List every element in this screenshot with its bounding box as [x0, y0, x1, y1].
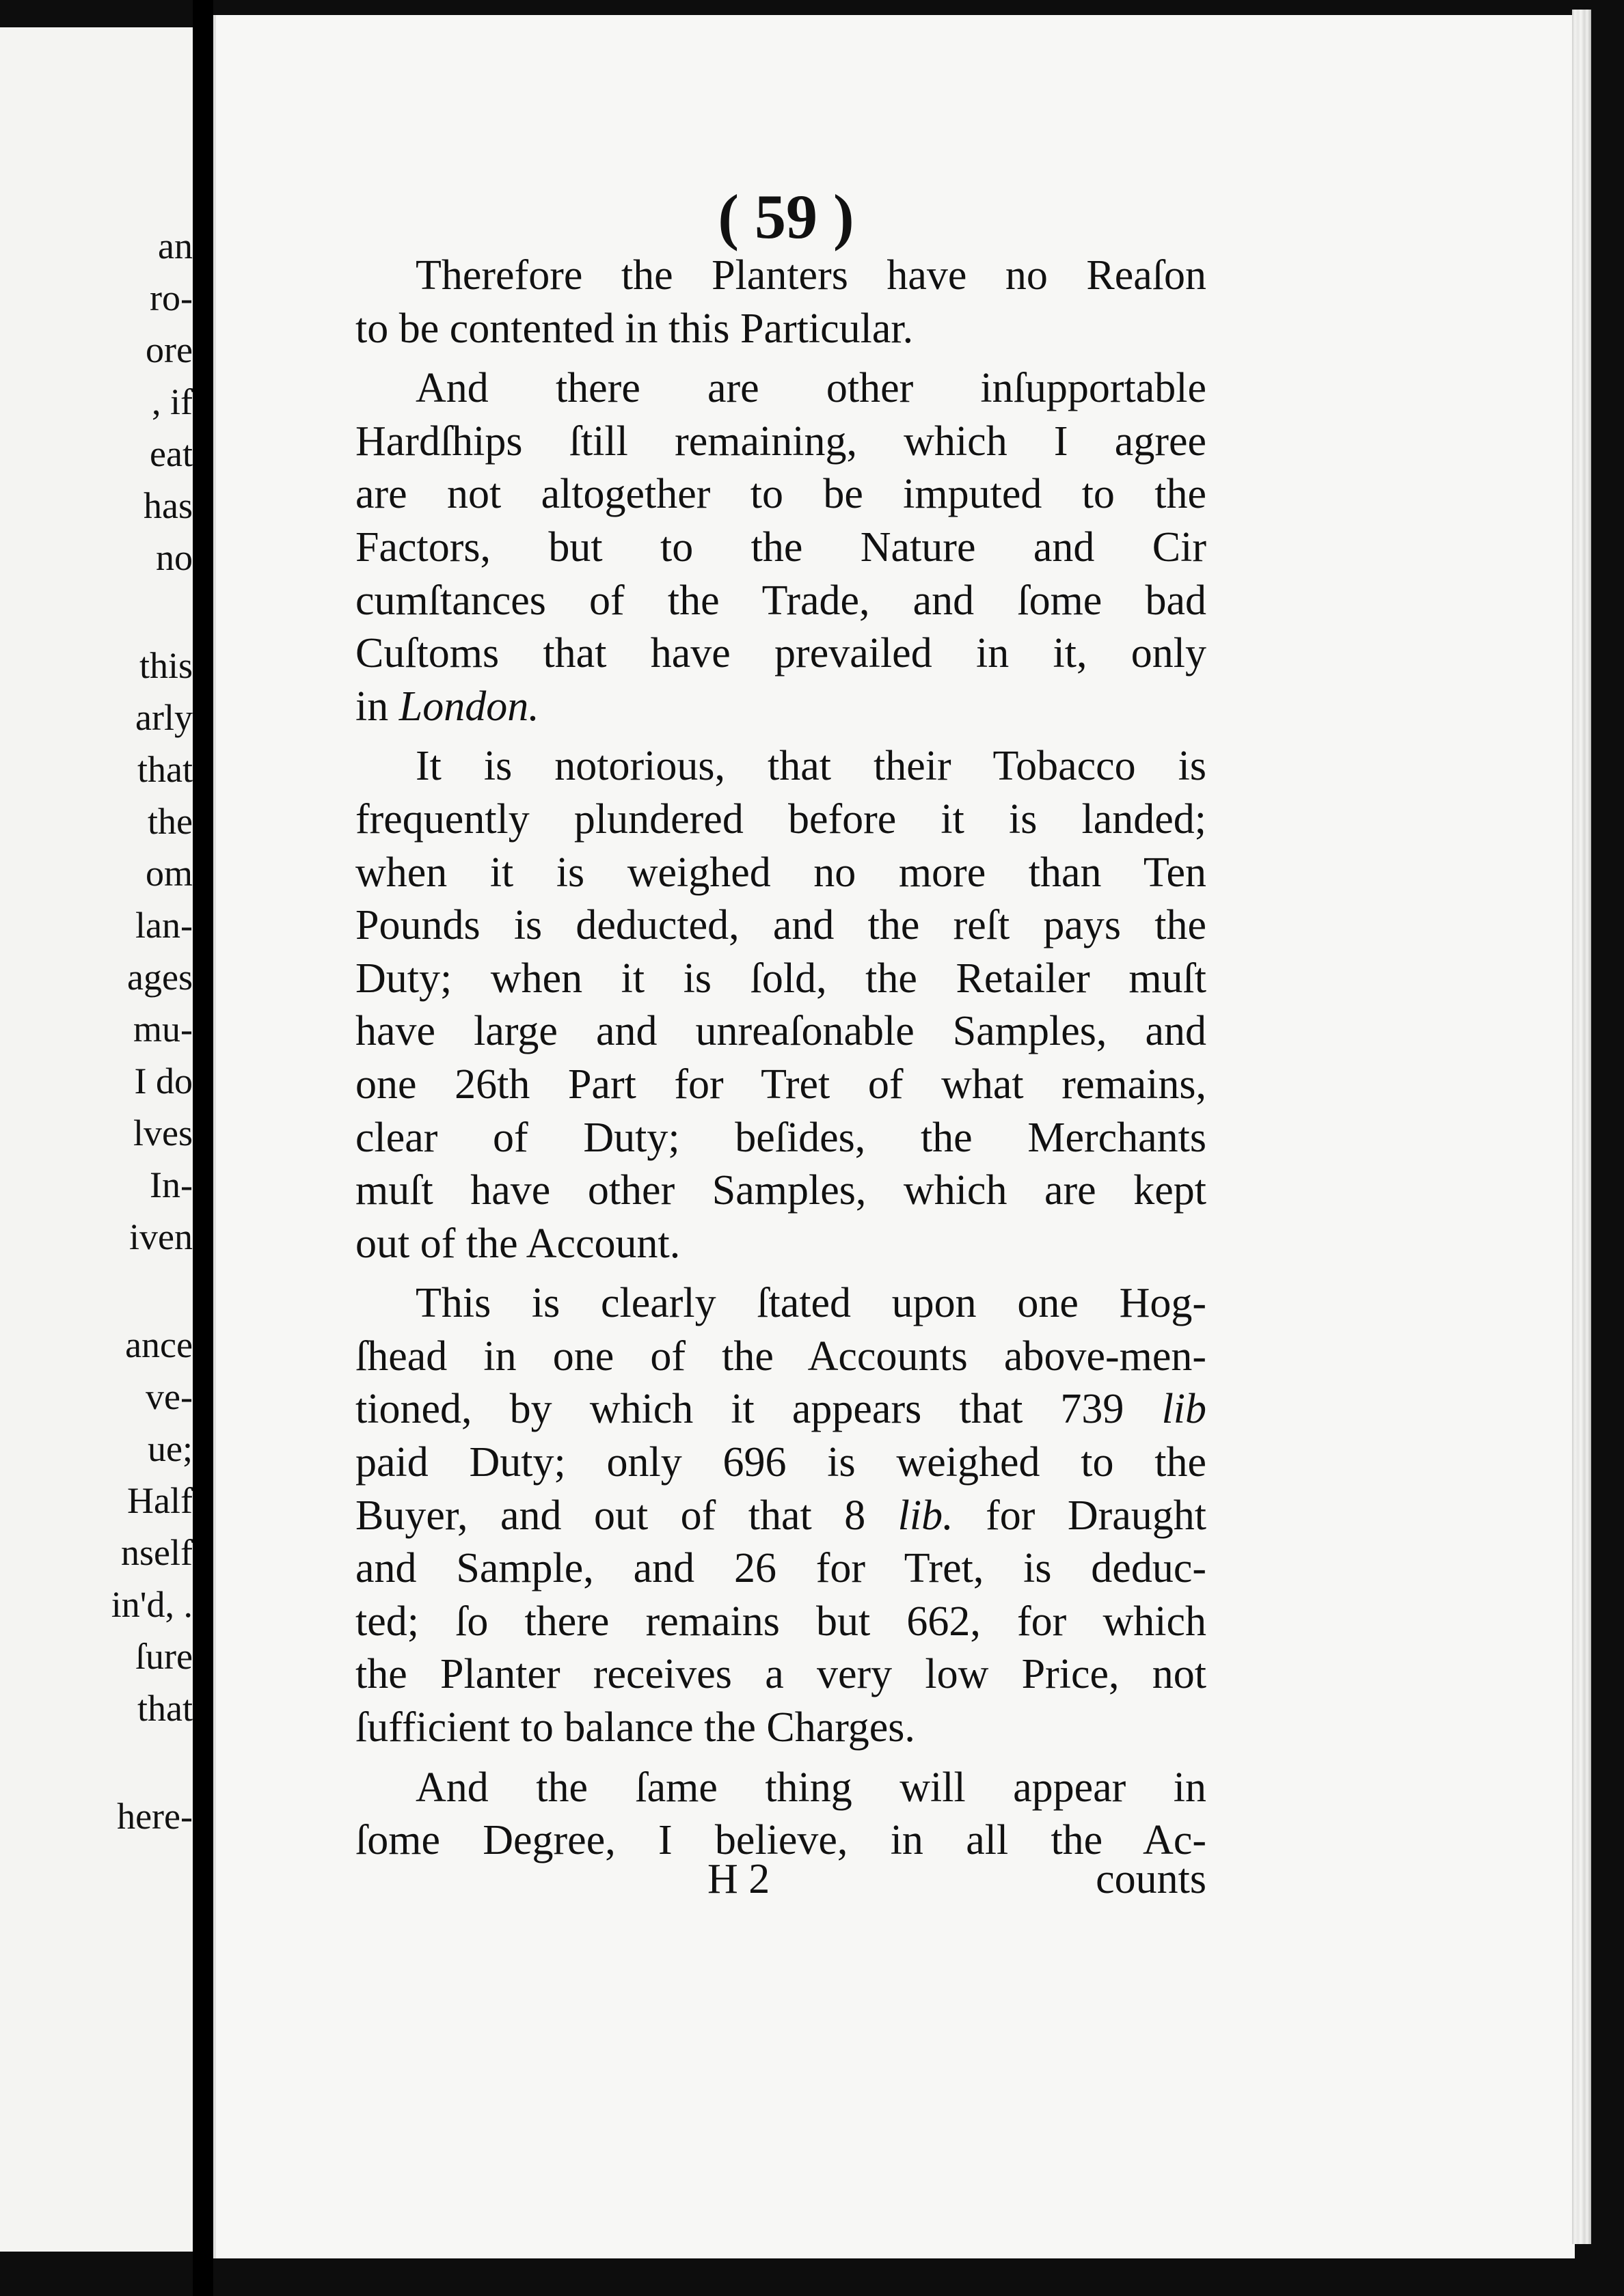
left-page-line-fragment: ages	[127, 957, 193, 998]
left-page-line-fragment: ve-	[146, 1376, 193, 1417]
left-page-line-fragment: lan-	[135, 905, 193, 946]
text-line: And there are other inſupportable	[416, 365, 1206, 412]
text-line: ſome Degree, I believe, in all the Ac-	[355, 1817, 1206, 1864]
left-page-line-fragment: , if	[152, 381, 193, 422]
left-page-line-fragment: ſure	[135, 1636, 193, 1677]
left-page-line-fragment: ore	[146, 329, 193, 370]
text-line: And the ſame thing will appear in	[416, 1764, 1206, 1811]
left-page-line-fragment: lves	[133, 1112, 193, 1153]
left-page-line-fragment: no	[156, 537, 193, 578]
book-gutter	[193, 0, 213, 2296]
left-page-line-fragment: mu-	[133, 1009, 193, 1050]
signature-mark: H 2	[707, 1856, 770, 1902]
text-line: Hardſhips ſtill remaining, which I agree	[355, 418, 1206, 465]
left-page-line-fragment: ue;	[148, 1428, 193, 1469]
italic-text: lib	[1161, 1386, 1207, 1433]
text-line: tioned, by which it appears that 739 lib	[355, 1386, 1207, 1433]
page-edge	[1572, 10, 1591, 2244]
left-page-line-fragment: ro-	[150, 277, 193, 318]
text-line: are not altogether to be imputed to the	[355, 471, 1206, 518]
left-page-line-fragment: ance	[125, 1324, 193, 1365]
left-page-line-fragment: here-	[117, 1796, 193, 1837]
text-line: cumſtances of the Trade, and ſome bad	[355, 577, 1206, 624]
text-line: one 26th Part for Tret of what remains,	[355, 1061, 1206, 1108]
text-line: and Sample, and 26 for Tret, is deduc-	[355, 1545, 1206, 1592]
text-line: ſhead in one of the Accounts above-men-	[355, 1332, 1206, 1380]
text-line: Buyer, and out of that 8 lib. for Draught	[355, 1492, 1207, 1539]
left-page-line-fragment: the	[148, 801, 193, 842]
italic-text: lib.	[897, 1492, 953, 1539]
text-line: This is clearly ſtated upon one Hog-	[416, 1280, 1206, 1327]
text-line: in London.	[355, 683, 539, 730]
left-page-line-fragment: Half	[127, 1480, 193, 1521]
text-line: the Planter receives a very low Price, not	[355, 1651, 1206, 1698]
text-line: frequently plundered before it is landed;	[355, 795, 1206, 843]
text-line: paid Duty; only 696 is weighed to the	[355, 1439, 1206, 1486]
text-line: muſt have other Samples, which are kept	[355, 1167, 1206, 1214]
text-line: clear of Duty; beſides, the Merchants	[355, 1114, 1206, 1161]
catchword: counts	[1096, 1856, 1206, 1902]
left-page-line-fragment: I do	[134, 1061, 193, 1102]
left-page-line-fragment: om	[145, 853, 193, 894]
text-line: Pounds is deducted, and the reſt pays the	[355, 902, 1206, 949]
left-page-line-fragment: that	[137, 749, 193, 790]
text-line: to be contented in this Particular.	[355, 305, 914, 352]
text-line: Therefore the Planters have no Reaſon	[416, 252, 1206, 299]
text-line: out of the Account.	[355, 1220, 681, 1267]
text-line: Factors, but to the Nature and Cir	[355, 523, 1206, 571]
text-line: when it is weighed no more than Ten	[355, 849, 1206, 896]
text-line: ſufficient to balance the Charges.	[355, 1704, 915, 1751]
left-page-fragment	[0, 27, 193, 2252]
left-page-line-fragment: eat	[150, 433, 193, 474]
page-footer	[355, 1852, 1206, 1906]
left-page-line-fragment: iven	[129, 1216, 193, 1257]
left-page-line-fragment: nself	[121, 1532, 193, 1573]
left-page-line-fragment: that	[137, 1688, 193, 1729]
text-line: have large and unreaſonable Samples, and	[355, 1008, 1206, 1055]
left-page-line-fragment: an	[158, 226, 193, 266]
body-text	[355, 249, 1206, 1868]
left-page-line-fragment: arly	[135, 697, 193, 738]
text-line: ted; ſo there remains but 662, for which	[355, 1598, 1206, 1645]
text-line: Cuſtoms that have prevailed in it, only	[355, 630, 1206, 677]
left-page-line-fragment: In-	[150, 1164, 193, 1205]
text-line: Duty; when it is ſold, the Retailer muſt	[355, 955, 1206, 1002]
left-page-line-fragment: has	[144, 485, 193, 526]
left-page-line-fragment: in'd, .	[111, 1584, 193, 1625]
page-number: ( 59 )	[718, 182, 854, 251]
italic-text: London.	[398, 683, 539, 730]
text-line: It is notorious, that their Tobacco is	[416, 743, 1206, 790]
left-page-line-fragment: this	[139, 645, 193, 686]
